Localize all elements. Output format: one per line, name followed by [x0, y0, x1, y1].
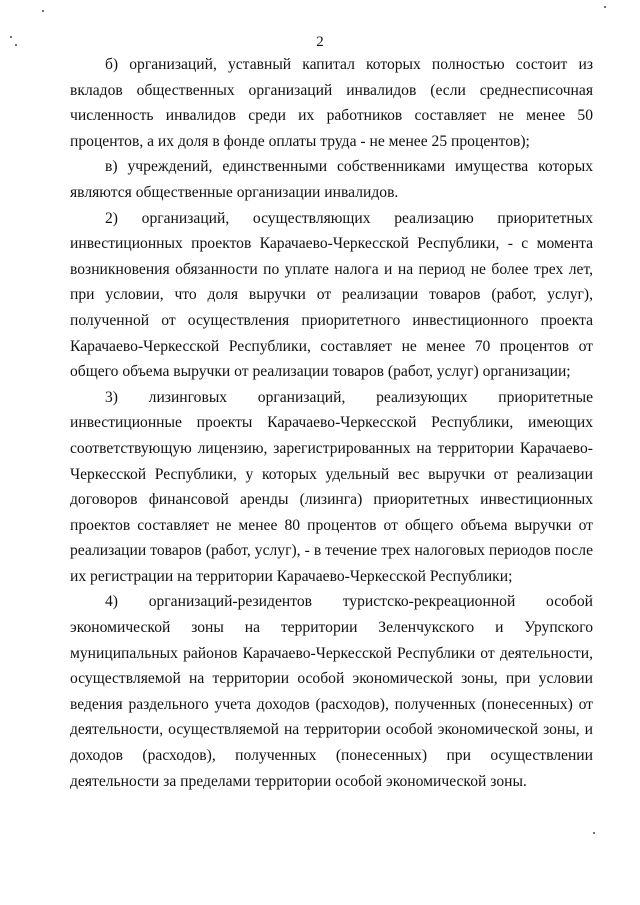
scan-artifact	[593, 832, 595, 834]
document-body	[70, 52, 593, 794]
paragraph-4: 4) организаций-резидентов туристско-рекреационной особой экономической зоны на территории Зеленчукского и Урупского муниципальных районов Карачаево-Черкесской Республики от деятельности, осуществляемой на территории особой экономической зоны, при условии ведения раздельного учета доходов (расходов), полученных (понесенных) от деятельности, осуществляемой на территории особой экономической зоны, и доходов (расходов), полученных (понесенных) при осуществлении деятельности за пределами территории особой экономической зоны.	[70, 593, 593, 790]
paragraph-v: в) учреждений, единственными собственниками имущества которых являются общественные организации инвалидов.	[70, 158, 593, 201]
paragraph-b: б) организаций, уставный капитал которых полностью состоит из вкладов общественных организаций инвалидов (если среднесписочная численность инвалидов среди их работников составляет не менее 50 процентов, а их доля в фонде оплаты труда - не менее 25 процентов);	[70, 56, 593, 150]
paragraph-2: 2) организаций, осуществляющих реализацию приоритетных инвестиционных проектов Карачаево-Черкесской Республики, - с момента возникновения обязанности по уплате налога и на период не более трех лет, при условии, что доля выручки от реализации товаров (работ, услуг), полученной от осуществления приоритетного инвестиционного проекта Карачаево-Черкесской Республики, составляет не менее 70 процентов от общего объема выручки от реализации товаров (работ, услуг) организации;	[70, 209, 593, 381]
page-number: 2	[316, 34, 324, 50]
scan-artifact	[42, 10, 44, 12]
paragraph-3: 3) лизинговых организаций, реализующих приоритетные инвестиционные проекты Карачаево-Черкесской Республики, имеющих соответствующую лицензию, зарегистрированных на территории Карачаево-Черкесской Республики, у которых удельный вес выручки от реализации договоров финансовой аренды (лизинга) приоритетных инвестиционных проектов составляет не менее 80 процентов от общего объема выручки от реализации товаров (работ, услуг), - в течение трех налоговых периодов после их регистрации на территории Карачаево-Черкесской Республики;	[70, 388, 593, 585]
scan-artifact	[604, 6, 606, 8]
